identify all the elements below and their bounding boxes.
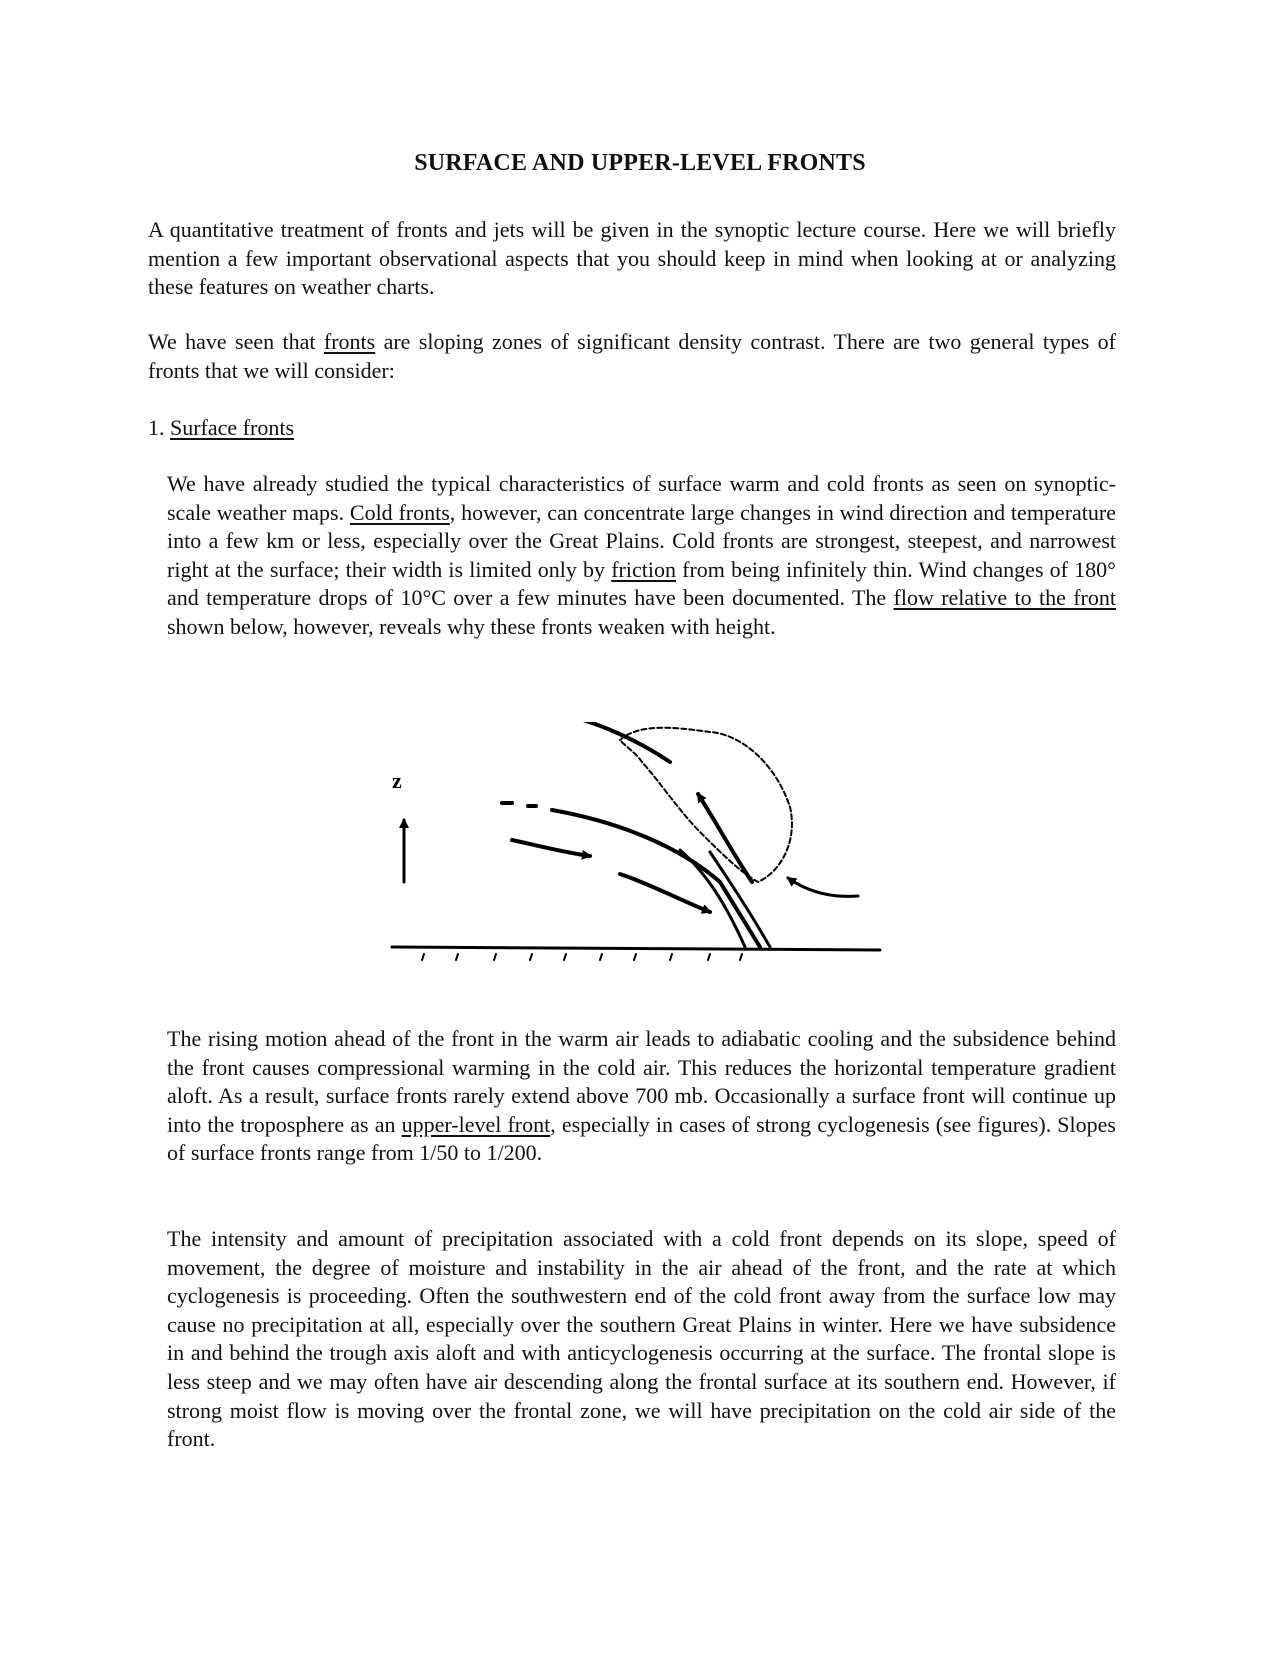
page-title: SURFACE AND UPPER-LEVEL FRONTS xyxy=(414,150,866,176)
cold-air-flow-arrow xyxy=(512,840,590,856)
intro-paragraph: A quantitative treatment of fronts and jets will be given in the synoptic lecture course. Here we will briefly mention a few important observational aspects that you should keep in mind when looking at or analyzing these features on weather charts. xyxy=(148,217,1116,300)
text-run: We have seen that xyxy=(148,329,324,354)
text-run: from being infinitely thin. Wind changes of 180° and temperature drops of 10°C over a few minutes have been documented. The xyxy=(167,556,1116,611)
cold-front-cross-section-figure xyxy=(380,722,900,982)
text-run: , however, can concentrate large changes in wind direction and temperature into a few km or less, especially over the Great Plains. Cold fronts are strongest, steepest, and narrowest right at the surface; their width is limited only by xyxy=(167,499,1116,582)
friction-term: friction xyxy=(611,556,676,582)
text-run: shown below, however, reveals why these fronts weaken with height. xyxy=(167,613,776,639)
fronts-definition-paragraph xyxy=(148,328,1116,385)
precipitation-paragraph: The intensity and amount of precipitation associated with a cold front depends on its slope, speed of movement, the degree of moisture and instability in the air ahead of the front, and the rate at which cyclogenesis is proceeding. Often the southwestern end of the cold front away from the surface low may cause no precipitation at all, especially over the southern Great Plains in winter. Here we have subsidence in and behind the trough axis aloft and with anticyclogenesis occurring at the surface. The frontal slope is less steep and we may often have air descending along the frontal surface at its southern end. However, if strong moist flow is moving over the frontal zone, we will have precipitation on the cold air side of the front. xyxy=(167,1226,1116,1452)
section-heading-text: Surface fronts xyxy=(170,415,295,440)
section-number: 1. xyxy=(148,415,170,440)
upper-level-front-term: upper-level front xyxy=(401,1111,551,1137)
text-run: are sloping zones of significant density contrast. There are two general types of fronts that we will consider: xyxy=(148,329,1116,383)
z-axis-label: z xyxy=(392,768,402,793)
ground-hatches xyxy=(422,954,742,960)
ground-line xyxy=(392,947,880,950)
text-run: , especially in cases of strong cyclogenesis (see figures). Slopes of surface fronts range from 1/50 to 1/200. xyxy=(167,1111,1116,1166)
flow-relative-term: flow relative to the front xyxy=(893,585,1116,611)
rising-motion-paragraph xyxy=(167,1025,1116,1168)
fronts-term: fronts xyxy=(323,329,376,354)
surface-inflow-arrow xyxy=(788,878,858,896)
text-run: The rising motion ahead of the front in the warm air leads to adiabatic cooling and the subsidence behind the front causes compressional warming in the cold air. This reduces the horizontal temperature gradient aloft. As a result, surface fronts rarely extend above 700 mb. Occasionally a surface front will continue up into the troposphere as an xyxy=(167,1026,1116,1137)
cold-air-flow-arrow xyxy=(620,874,710,912)
section-heading-surface-fronts xyxy=(148,414,294,442)
text-run: We have already studied the typical characteristics of surface warm and cold fronts as seen on synoptic-scale weather maps. xyxy=(167,471,1116,525)
cold-fronts-term: Cold fronts xyxy=(349,499,450,525)
surface-fronts-paragraph xyxy=(167,470,1116,642)
